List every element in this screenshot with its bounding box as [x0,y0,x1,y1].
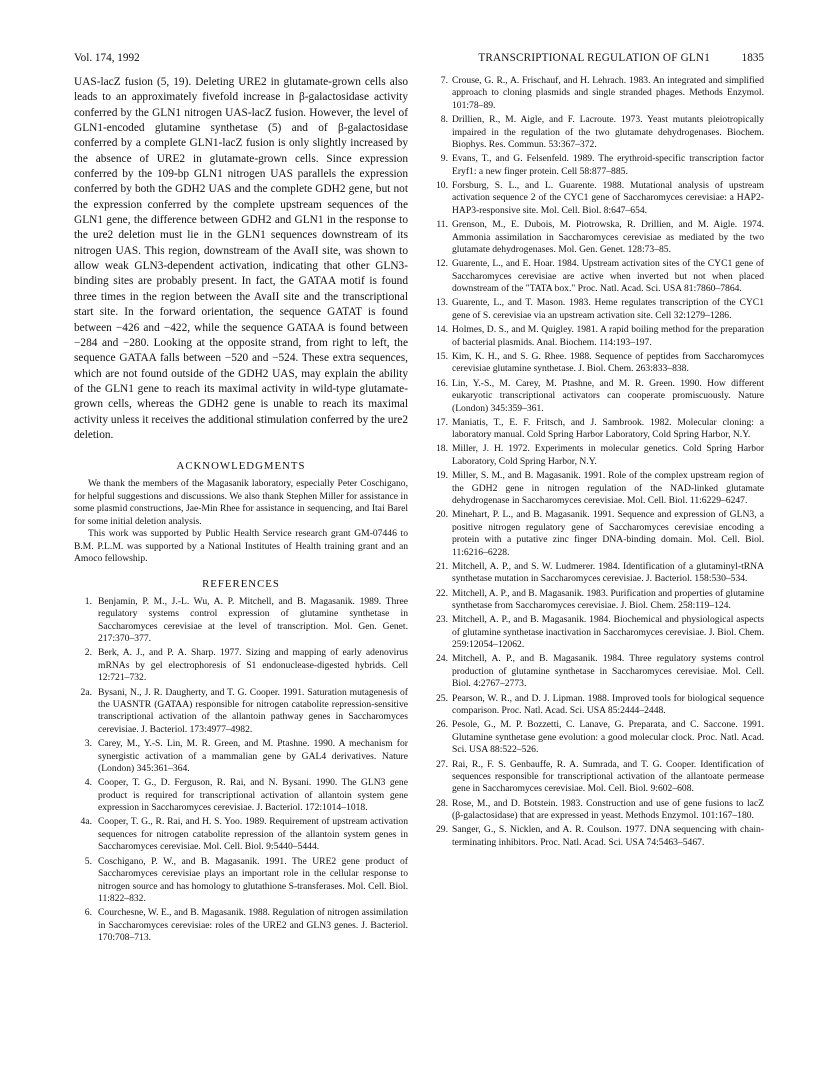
reference-number: 4. [84,777,92,789]
reference-item [430,153,764,178]
reference-item [430,588,764,613]
reference-item [430,509,764,559]
right-column [430,75,764,851]
funding-paragraph: This work was supported by Public Health Service research grant GM-07446 to B.M. P.L.M. was supported by a National Institutes of Health training grant and an Amoco fellowship. [74,528,408,565]
reference-number: 6. [84,907,92,919]
reference-number: 8. [440,114,448,126]
reference-number: 19. [436,470,448,482]
reference-number: 3. [84,738,92,750]
reference-number: 27. [436,758,448,770]
reference-item [74,856,408,906]
reference-text: Rai, R., F. S. Genbauffe, R. A. Sumrada, and T. G. Cooper. Identification of sequences responsible for transcriptional activation of the allantoate permease gene in Saccharomyces cerevisiae. Mol. Cell. Biol. 9:602–608. [452,758,764,795]
reference-text: Guarente, L., and T. Mason. 1983. Heme regulates transcription of the CYC1 gene of S. cerevisiae via an upstream activation site. Cell 32:1279–1286. [452,297,764,321]
reference-text: Miller, S. M., and B. Magasanik. 1991. Role of the complex upstream region of the GDH2 gene in nitrogen regulation of the NAD-linked glutamate dehydrogenase in Saccharomyces cerevisiae. Mol. Cell. Biol. 11:6229–6247. [452,470,764,507]
reference-text: Coschigano, P. W., and B. Magasanik. 1991. The URE2 gene product of Saccharomyces cerevisiae plays an important role in the cellular response to nitrogen source and has homology to glutathione S-transferases. Mol. Cell. Biol. 11:822–832. [98,855,408,904]
reference-number: 14. [436,324,448,336]
reference-item [430,759,764,796]
reference-text: Sanger, G., S. Nicklen, and A. R. Coulson. 1977. DNA sequencing with chain-terminating inhibitors. Proc. Natl. Acad. Sci. USA 74:5463–5467. [452,824,764,848]
reference-text: Miller, J. H. 1972. Experiments in molecular genetics. Cold Spring Harbor Laboratory, Cold Spring Harbor, N.Y. [452,443,764,467]
reference-text: Benjamin, P. M., J.-L. Wu, A. P. Mitchell, and B. Magasanik. 1989. Three regulatory systems control expression of glutamine synthetase in Saccharomyces cerevisiae at the level of transcription. Mol. Gen. Genet. 217:370–377. [98,595,408,645]
reference-text: Drillien, R., M. Aigle, and F. Lacroute. 1973. Yeast mutants pleiotropically impaired in the regulation of the two glutamate dehydrogenases. Biochem. Biophys. Res. Commun. 53:367–372. [452,114,764,151]
reference-text: Cooper, T. G., R. Rai, and H. S. Yoo. 1989. Requirement of upstream activation sequences for nitrogen catabolite repression of the allantoin system genes in Saccharomyces cerevisiae. Mol. Cell. Biol. 9:5440–5444. [98,816,408,853]
reference-list-left [74,596,408,945]
reference-number: 20. [436,509,448,521]
reference-number: 29. [436,824,448,836]
reference-text: Guarente, L., and E. Hoar. 1984. Upstream activation sites of the CYC1 gene of Saccharomyces cerevisiae are active when inverted but not when placed downstream of the "TATA box." Proc. Natl. Acad. Sci. USA 81:7860–7864. [452,258,764,295]
reference-item [74,687,408,737]
reference-text: Maniatis, T., E. F. Fritsch, and J. Sambrook. 1982. Molecular cloning: a laboratory manual. Cold Spring Harbor Laboratory, Cold Spring Harbor, N.Y. [452,416,764,441]
reference-number: 17. [436,416,448,428]
reference-text: Mitchell, A. P., and B. Magasanik. 1984. Biochemical and physiological aspects of glutamine synthetase inactivation in Saccharomyces cerevisiae. J. Biol. Chem. 259:12054–12062. [452,614,764,651]
reference-item [430,258,764,295]
reference-item [74,738,408,775]
acknowledgments-paragraph: We thank the members of the Magasanik laboratory, especially Peter Coschigano, for helpful suggestions and discussions. We also thank Stephen Miller for assistance in some plasmid constructions, Jae-Min Rhee for assistance in sequencing, and Itai Barel for some initial deletion analysis. [74,478,408,527]
reference-number: 15. [436,350,448,362]
reference-number: 11. [436,219,448,231]
reference-item [74,816,408,853]
references-heading: REFERENCES [202,577,280,590]
reference-text: Pesole, G., M. P. Bozzetti, C. Lanave, G. Preparata, and C. Saccone. 1991. Glutamine synthetase gene evolution: a good molecular clock. Proc. Natl. Acad. Sci. USA 88:522–526. [452,719,764,756]
reference-number: 9. [440,153,448,165]
reference-item [430,653,764,690]
reference-text: Lin, Y.-S., M. Carey, M. Ptashne, and M. R. Green. 1990. How different eukaryotic transcriptional activators can cooperate promiscuously. Nature (London) 345:359–361. [452,377,764,414]
reference-number: 12. [436,258,448,270]
reference-item [430,798,764,823]
reference-number: 4a. [80,816,92,828]
reference-item [74,777,408,814]
reference-number: 23. [436,614,448,626]
reference-item [430,75,764,112]
reference-text: Evans, T., and G. Felsenfeld. 1989. The erythroid-specific transcription factor Eryf1: a new finger protein. Cell 58:877–885. [452,153,764,177]
reference-item [430,417,764,442]
reference-number: 22. [436,587,448,599]
reference-text: Mitchell, A. P., and S. W. Ludmerer. 1984. Identification of a glutaminyl-tRNA synthetase mutation in Saccharomyces cerevisiae. J. Bacteriol. 158:530–534. [452,560,764,585]
reference-number: 13. [436,297,448,309]
reference-number: 1. [84,595,92,607]
reference-text: Grenson, M., E. Dubois, M. Piotrowska, R. Drillien, and M. Aigle. 1974. Ammonia assimilation in Saccharomyces cerevisiae as mediated by the two glutamate dehydrogenases. Mol. Gen. Genet. 128:73–85. [452,219,764,256]
reference-item [74,907,408,944]
reference-number: 10. [436,180,448,192]
reference-text: Forsburg, S. L., and L. Guarente. 1988. Mutational analysis of upstream activation sequence 2 of the CYC1 gene of Saccharomyces cerevisiae: a HAP2-HAP3-responsive site. Mol. Cell. Biol. 8:647–654. [452,180,764,216]
reference-text: Holmes, D. S., and M. Quigley. 1981. A rapid boiling method for the preparation of bacterial plasmids. Anal. Biochem. 114:193–197. [452,324,764,348]
reference-number: 7. [440,75,448,86]
acknowledgments-heading: ACKNOWLEDGMENTS [176,460,306,473]
reference-item [430,561,764,586]
reference-text: Mitchell, A. P., and B. Magasanik. 1983. Purification and properties of glutamine synthetase from Saccharomyces cerevisiae. J. Biol. Chem. 258:119–124. [452,587,764,612]
reference-text: Carey, M., Y.-S. Lin, M. R. Green, and M. Ptashne. 1990. A mechanism for synergistic activation of a mammalian gene by GAL4 derivatives. Nature (London) 345:361–364. [98,738,408,775]
reference-item [430,614,764,651]
reference-item [430,443,764,468]
reference-text: Berk, A. J., and P. A. Sharp. 1977. Sizing and mapping of early adenovirus mRNAs by gel electrophoresis of S1 endonuclease-digested hybrids. Cell 12:721–732. [98,647,408,684]
reference-number: 25. [436,692,448,704]
reference-number: 21. [436,560,448,572]
reference-text: Kim, K. H., and S. G. Rhee. 1988. Sequence of peptides from Saccharomyces cerevisiae glutamine synthetase. J. Biol. Chem. 263:833–838. [452,350,764,375]
reference-text: Mitchell, A. P., and B. Magasanik. 1984. Three regulatory systems control production of glutamine synthetase in Saccharomyces cerevisiae. Mol. Cell. Biol. 4:2767–2773. [452,653,764,690]
reference-number: 5. [84,855,92,867]
left-column [74,75,408,946]
reference-number: 18. [436,443,448,455]
reference-item [430,719,764,756]
reference-number: 24. [436,653,448,665]
reference-number: 26. [436,719,448,731]
reference-item [74,647,408,684]
reference-text: Courchesne, W. E., and B. Magasanik. 1988. Regulation of nitrogen assimilation in Saccharomyces cerevisiae: roles of the URE2 and GLN3 genes. J. Bacteriol. 170:708–713. [98,907,408,944]
volume-label: Vol. 174, 1992 [74,52,140,64]
reference-number: 2a. [80,686,92,698]
body-paragraph: UAS-lacZ fusion (5, 19). Deleting URE2 in glutamate-grown cells also leads to an approximately fivefold increase in β-galactosidase activity conferred by the GLN1 nitrogen UAS-lacZ fusion. However, the level of GLN1-encoded glutamine synthetase (5) and of β-galactosidase conferred by a complete GLN1-lacZ fusion is only slightly increased by the absence of URE2 in glutamate-grown cells. Since expression conferred by the 109-bp GLN1 nitrogen UAS parallels the expression conferred by both the GDH2 UAS and the complete GDH2 gene, but not the expression conferred by the complete upstream sequences of the GLN1 gene, the difference between GDH2 and GLN1 in the response to the ure2 deletion must lie in the GLN1 sequences downstream of its nitrogen UAS. This region, downstream of the AvaII site, was shown to allow weak GLN3-dependent activation, indicating that other GLN3-binding sites are probably present. In fact, the GATAA motif is found three times in the region between the AvaII site and the transcriptional start site. In the forward orientation, the sequence GATAT is found between −426 and −422, while the sequence GATAA is found between −284 and −280. Looking at the opposite strand, from right to left, the sequence GATAA falls between −520 and −524. These extra sequences, which are not found outside of the GDH2 UAS, may explain the ability of the GLN1 gene to reach its maximal activity in wild-type glutamate-grown cells, whereas the GDH2 gene is unable to reach its maximal activity unless it receives the additional stimulation conferred by the ure2 deletion. [74,76,408,441]
reference-item [430,114,764,151]
page-header [74,52,764,68]
reference-text: Crouse, G. R., A. Frischauf, and H. Lehrach. 1983. An integrated and simplified approach to cloning plasmids and single stranded phages. Methods Enzymol. 101:78–89. [452,75,764,111]
reference-text: Pearson, W. R., and D. J. Lipman. 1988. Improved tools for biological sequence comparison. Proc. Natl. Acad. Sci. USA 85:2444–2448. [452,692,764,717]
page-number: 1835 [741,52,764,64]
reference-text: Rose, M., and D. Botstein. 1983. Construction and use of gene fusions to lacZ (β-galactosidase) that are expressed in yeast. Methods Enzymol. 101:167–180. [452,797,764,822]
reference-item [430,180,764,217]
reference-item [430,470,764,507]
reference-list-right [430,75,764,849]
reference-number: 2. [84,647,92,659]
reference-text: Bysani, N., J. R. Daugherty, and T. G. Cooper. 1991. Saturation mutagenesis of the UASNTR (GATAA) responsible for nitrogen catabolite repression-sensitive transcriptional activation of the allantoin pathway genes in Saccharomyces cerevisiae. J. Bacteriol. 173:4977–4982. [98,686,408,735]
running-title: TRANSCRIPTIONAL REGULATION OF GLN1 [478,52,710,64]
reference-number: 16. [436,377,448,389]
reference-item [430,351,764,376]
reference-item [430,219,764,256]
reference-number: 28. [436,797,448,809]
reference-text: Minehart, P. L., and B. Magasanik. 1991. Sequence and expression of GLN3, a positive nitrogen regulatory gene of Saccharomyces cerevisiae encoding a protein with a putative zinc finger DNA-binding domain. Mol. Cell. Biol. 11:6216–6228. [452,509,764,558]
reference-item [430,378,764,415]
reference-item [430,824,764,849]
reference-item [430,324,764,349]
reference-item [430,693,764,718]
reference-text: Cooper, T. G., D. Ferguson, R. Rai, and N. Bysani. 1990. The GLN3 gene product is required for transcriptional activation of allantoin system gene expression in Saccharomyces cerevisiae. J. Bacteriol. 172:1014–1018. [98,777,408,814]
reference-item [430,297,764,322]
reference-item [74,596,408,646]
